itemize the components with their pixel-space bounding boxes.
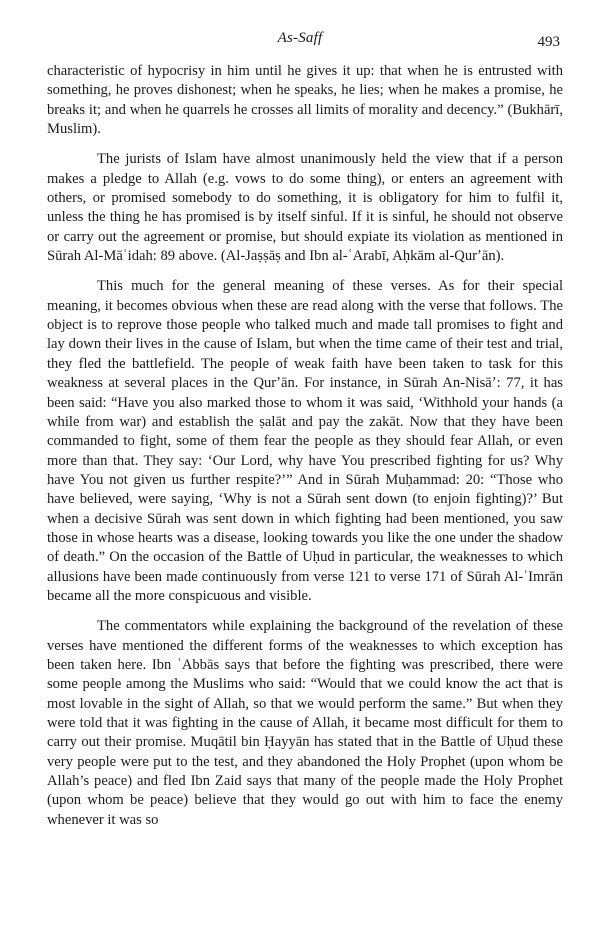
running-title: As-Saff [277, 30, 323, 46]
page-number: 493 [537, 34, 560, 50]
paragraph-continued: characteristic of hypocrisy in him until he gives it up: that when he is entrusted with something, he proves dishonest; when he speaks, he lies; when he makes a promise, he breaks it; and when he quarrels he crosses all limits of morality and decency.” (Bukhārī, Muslim). [47, 63, 563, 138]
paragraph-special-meaning: This much for the general meaning of these verses. As for their special meaning, it becomes obvious when these are read along with the verse that follows. The object is to reprove those people who talked much and made tall promises to fight and lay down their lives in the cause of Islam, but when the time came of their test and trial, they fled the battlefield. The people of weak faith have been taken to task for this weakness at several places in the Qurʼān. For instance, in Sūrah An-Nisāʼ: 77, it has been said: “Have you also marked those to whom it was said, ‘Withhold your hands (a while from war) and establish the ṣalāt and pay the zakāt. Now that they have been commanded to fight, some of them fear the people as they should fear Allah, or even more than that. They say: ‘Our Lord, why have You prescribed fighting for us? Why have You not given us further respite?’” And in Sūrah Muḥammad: 20: “Those who have believed, were saying, ‘Why is not a Sūrah sent down (to enjoin fighting)?’ But when a decisive Sūrah was sent down in which fighting had been mentioned, you saw those in whose hearts was a disease, looking towards you like the one under the shadow of death.” On the occasion of the Battle of Uḥud in particular, the weaknesses to which allusions have been made continuously from verse 121 to verse 171 of Sūrah Al-ʿImrān became all the more conspicuous and visible. [47, 278, 563, 604]
body-text [47, 62, 563, 830]
running-header [0, 30, 600, 50]
paragraph-commentators: The commentators while explaining the background of the revelation of these verses have mentioned the different forms of the weaknesses to which exception has been taken here. Ibn ʿAbbās says that before the fighting was prescribed, there were some people among the Muslims who said: “Would that we could know the act that is most lovable in the sight of Allah, so that we would perform the same.” But when they were told that it was fighting in the cause of Allah, it became most difficult for them to carry out their promise. Muqātil bin Ḥayyān has stated that in the Battle of Uḥud these very people were put to the test, and they abandoned the Holy Prophet (upon whom be Allah’s peace) and fled Ibn Zaid says that many of the people made the Holy Prophet (upon whom be peace) believe that they would go out with him to face the enemy whenever it was so [47, 618, 563, 828]
paragraph-jurists: The jurists of Islam have almost unanimously held the view that if a person makes a pledge to Allah (e.g. vows to do some thing), or enters an agreement with others, or promised somebody to do something, it is obligatory for him to fulfil it, unless the thing he has promised is by itself sinful. If it is sinful, he should not observe or carry out the agreement or promise, but should expiate its violation as mentioned in Sūrah Al-Māʿidah: 89 above. (Al-Jaṣṣāṣ and Ibn al-ʿArabī, Aḥkām al-Qurʼān). [47, 151, 563, 265]
